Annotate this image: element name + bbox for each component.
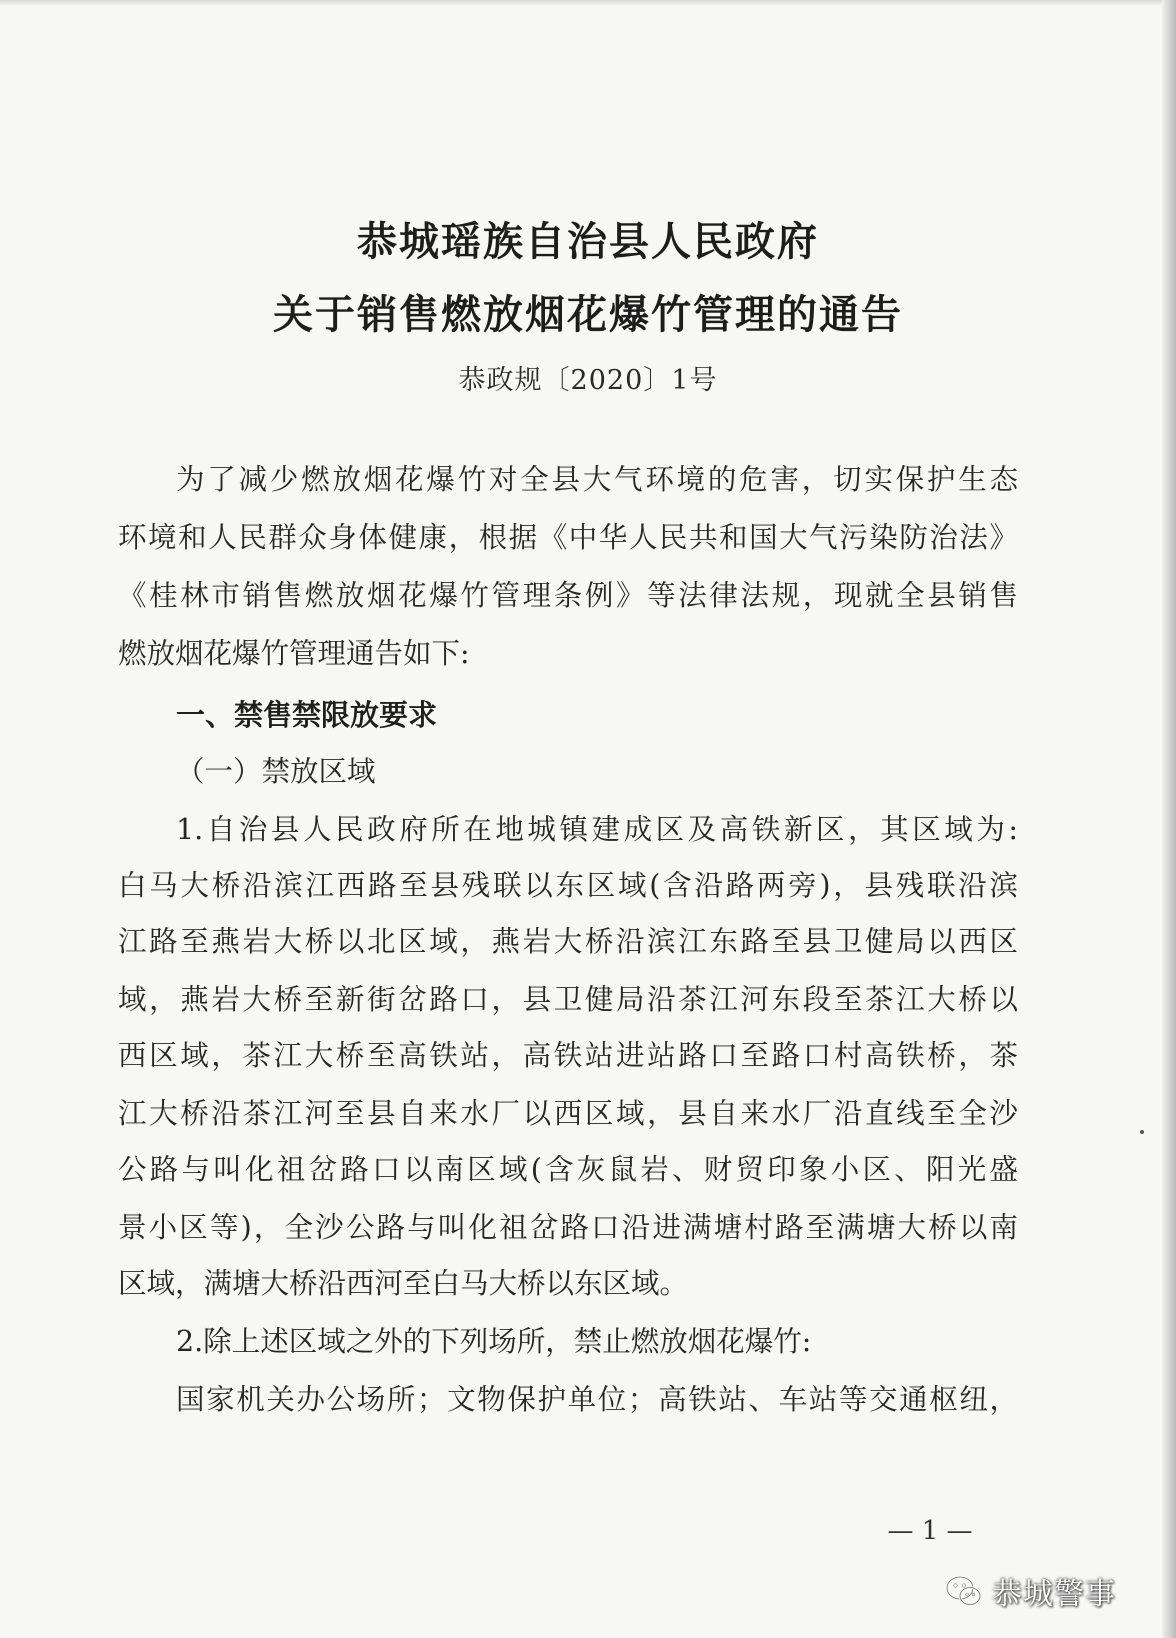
item-line: 西区域，茶江大桥至高铁站，高铁站进站路口至路口村高铁桥，茶	[118, 1039, 1018, 1072]
item-line: 1.自治县人民政府所在地城镇建成区及高铁新区，其区域为:	[176, 813, 1018, 846]
body-line: 环境和人民群众身体健康，根据《中华人民共和国大气污染防治法》	[118, 521, 1018, 554]
subsection-heading: （一）禁放区域	[176, 755, 376, 788]
item-line: 公路与叫化祖岔路口以南区域(含灰鼠岩、财贸印象小区、阳光盛	[118, 1153, 1018, 1186]
watermark-text: 恭城警事	[992, 1577, 1116, 1612]
body-line: 《桂林市销售燃放烟花爆竹管理条例》等法律法规，现就全县销售	[118, 579, 1018, 612]
scan-speck	[1140, 1130, 1144, 1134]
wechat-icon	[944, 1571, 984, 1611]
item-line: 2.除上述区域之外的下列场所，禁止燃放烟花爆竹:	[176, 1325, 812, 1358]
body-line: 燃放烟花爆竹管理通告如下:	[118, 637, 470, 670]
item-line: 白马大桥沿滨江西路至县残联以东区域(含沿路两旁)，县残联沿滨	[118, 869, 1018, 902]
document-number: 恭政规〔2020〕1号	[458, 365, 718, 396]
section-heading: 一、禁售禁限放要求	[176, 698, 438, 732]
item-line: 江路至燕岩大桥以北区域，燕岩大桥沿滨江东路至县卫健局以西区	[118, 925, 1018, 958]
body-line: 为了减少燃放烟花爆竹对全县大气环境的危害，切实保护生态	[176, 463, 1018, 496]
page-number: — 1 —	[887, 1516, 973, 1546]
document-title-line-1: 恭城瑶族自治县人民政府	[357, 219, 819, 265]
item-line: 区域，满塘大桥沿西河至白马大桥以东区域。	[118, 1267, 689, 1300]
watermark	[944, 1566, 1116, 1616]
item-line: 景小区等)，全沙公路与叫化祖岔路口沿进满塘村路至满塘大桥以南	[118, 1211, 1018, 1244]
item-line: 国家机关办公场所；文物保护单位；高铁站、车站等交通枢纽，	[176, 1383, 1018, 1416]
scan-edge-top	[0, 0, 1176, 6]
item-line: 江大桥沿茶江河至县自来水厂以西区域，县自来水厂沿直线至全沙	[118, 1097, 1018, 1130]
document-title-line-2: 关于销售燃放烟花爆竹管理的通告	[273, 292, 903, 338]
item-line: 域，燕岩大桥至新街岔路口，县卫健局沿茶江河东段至茶江大桥以	[118, 983, 1018, 1016]
